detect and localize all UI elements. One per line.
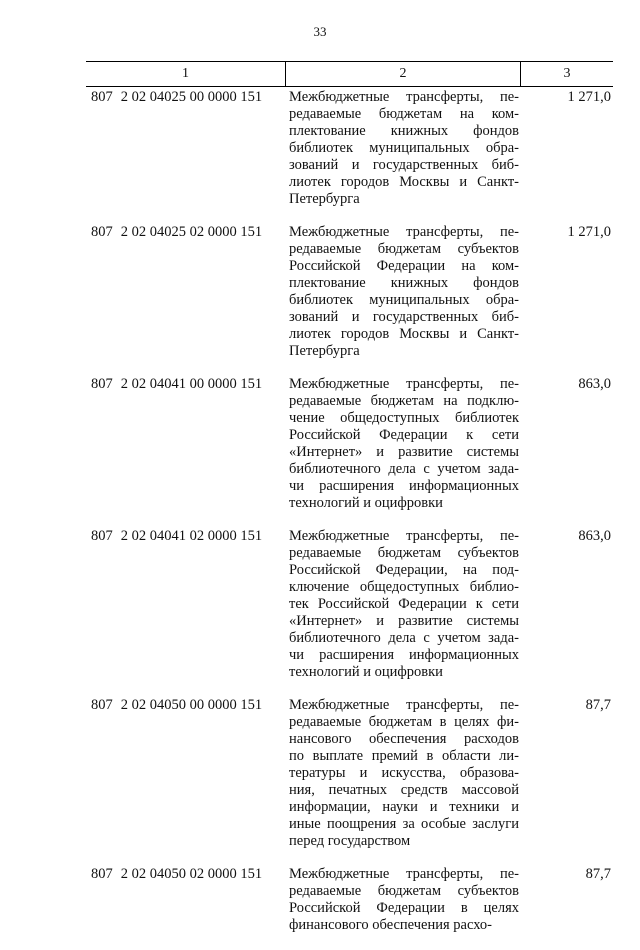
table-header bbox=[86, 61, 613, 87]
column-header-1: 1 bbox=[86, 62, 286, 86]
description-line: иные поощрения за особые заслуги bbox=[289, 816, 519, 832]
description-line: плектование книжных фондов bbox=[289, 123, 519, 139]
description-line: нансового обеспечения расходов bbox=[289, 731, 519, 747]
table-row bbox=[86, 866, 613, 934]
description-line: Петербурга bbox=[289, 191, 360, 207]
description-line: Межбюджетные трансферты, пе- bbox=[289, 376, 519, 392]
description bbox=[289, 528, 519, 681]
description-line: библиотек муниципальных обра- bbox=[289, 292, 519, 308]
description bbox=[289, 224, 519, 360]
description bbox=[289, 697, 519, 850]
description-line: чение общедоступных библиотек bbox=[289, 410, 519, 426]
description-line: Петербурга bbox=[289, 343, 360, 359]
description-line: редаваемые бюджетам субъектов bbox=[289, 883, 519, 899]
description-line: «Интернет» и развитие системы bbox=[289, 444, 519, 460]
admin-code: 807 bbox=[91, 866, 113, 882]
page-number: 33 bbox=[313, 24, 327, 39]
description-line: редаваемые бюджетам субъектов bbox=[289, 545, 519, 561]
description-line: Межбюджетные трансферты, пе- bbox=[289, 697, 519, 713]
classification-code: 2 02 04050 02 0000 151 bbox=[120, 866, 263, 882]
description bbox=[289, 89, 519, 208]
description-line: Российской Федерации, на под- bbox=[289, 562, 519, 578]
description-line: ключение общедоступных библио- bbox=[289, 579, 519, 595]
description-line: финансового обеспечения расхо- bbox=[289, 917, 493, 933]
description-line: Межбюджетные трансферты, пе- bbox=[289, 224, 519, 240]
budget-code bbox=[86, 866, 286, 934]
description-line: Российской Федерации к сети bbox=[289, 427, 519, 443]
description-line: Межбюджетные трансферты, пе- bbox=[289, 89, 519, 105]
description-line: тературы и искусства, образова- bbox=[289, 765, 519, 781]
description-line: «Интернет» и развитие системы bbox=[289, 613, 519, 629]
table-row bbox=[86, 528, 613, 681]
budget-code bbox=[86, 376, 286, 512]
description-line: по выплате премий в области ли- bbox=[289, 748, 519, 764]
table-row bbox=[86, 697, 613, 850]
description-line: редаваемые бюджетам в целях фи- bbox=[289, 714, 519, 730]
table-row bbox=[86, 224, 613, 360]
table-row bbox=[86, 376, 613, 512]
amount: 863,0 bbox=[578, 528, 611, 544]
description-line: информации, науки и техники и bbox=[289, 799, 519, 815]
budget-code bbox=[86, 89, 286, 208]
description-line: Межбюджетные трансферты, пе- bbox=[289, 866, 519, 882]
description-line: чи расширения информационных bbox=[289, 478, 519, 494]
classification-code: 2 02 04050 00 0000 151 bbox=[120, 697, 263, 713]
description-line: библиотечного дела с учетом зада- bbox=[289, 461, 519, 477]
description-line: библиотечного дела с учетом зада- bbox=[289, 630, 519, 646]
description-line: перед государством bbox=[289, 833, 411, 849]
budget-code bbox=[86, 528, 286, 681]
amount: 1 271,0 bbox=[567, 89, 611, 105]
amount: 87,7 bbox=[585, 866, 611, 882]
table-body bbox=[86, 89, 613, 950]
description-line: зований и государственных биб- bbox=[289, 157, 519, 173]
classification-code: 2 02 04041 00 0000 151 bbox=[120, 376, 263, 392]
column-header-2: 2 bbox=[286, 62, 521, 86]
description-line: Межбюджетные трансферты, пе- bbox=[289, 528, 519, 544]
table-row bbox=[86, 89, 613, 208]
classification-code: 2 02 04025 00 0000 151 bbox=[120, 89, 263, 105]
description-line: редаваемые бюджетам субъектов bbox=[289, 241, 519, 257]
admin-code: 807 bbox=[91, 528, 113, 544]
description-line: лиотек городов Москвы и Санкт- bbox=[289, 326, 519, 342]
description-line: редаваемые бюджетам на подклю- bbox=[289, 393, 519, 409]
description-line: чи расширения информационных bbox=[289, 647, 519, 663]
admin-code: 807 bbox=[91, 224, 113, 240]
amount: 1 271,0 bbox=[567, 224, 611, 240]
amount: 87,7 bbox=[585, 697, 611, 713]
admin-code: 807 bbox=[91, 89, 113, 105]
column-header-3: 3 bbox=[563, 66, 571, 81]
budget-code bbox=[86, 224, 286, 360]
amount: 863,0 bbox=[578, 376, 611, 392]
description bbox=[289, 376, 519, 512]
description-line: технологий и оцифровки bbox=[289, 495, 443, 511]
description-line: Российской Федерации в целях bbox=[289, 900, 519, 916]
admin-code: 807 bbox=[91, 376, 113, 392]
description-line: технологий и оцифровки bbox=[289, 664, 443, 680]
classification-code: 2 02 04025 02 0000 151 bbox=[120, 224, 263, 240]
admin-code: 807 bbox=[91, 697, 113, 713]
budget-code bbox=[86, 697, 286, 850]
description-line: плектование книжных фондов bbox=[289, 275, 519, 291]
description-line: Российской Федерации на ком- bbox=[289, 258, 519, 274]
description-line: лиотек городов Москвы и Санкт- bbox=[289, 174, 519, 190]
description-line: ния, печатных средств массовой bbox=[289, 782, 519, 798]
description-line: библиотек муниципальных обра- bbox=[289, 140, 519, 156]
classification-code: 2 02 04041 02 0000 151 bbox=[120, 528, 263, 544]
description-line: тек Российской Федерации к сети bbox=[289, 596, 519, 612]
description bbox=[289, 866, 519, 934]
description-line: зований и государственных биб- bbox=[289, 309, 519, 325]
description-line: редаваемые бюджетам на ком- bbox=[289, 106, 519, 122]
